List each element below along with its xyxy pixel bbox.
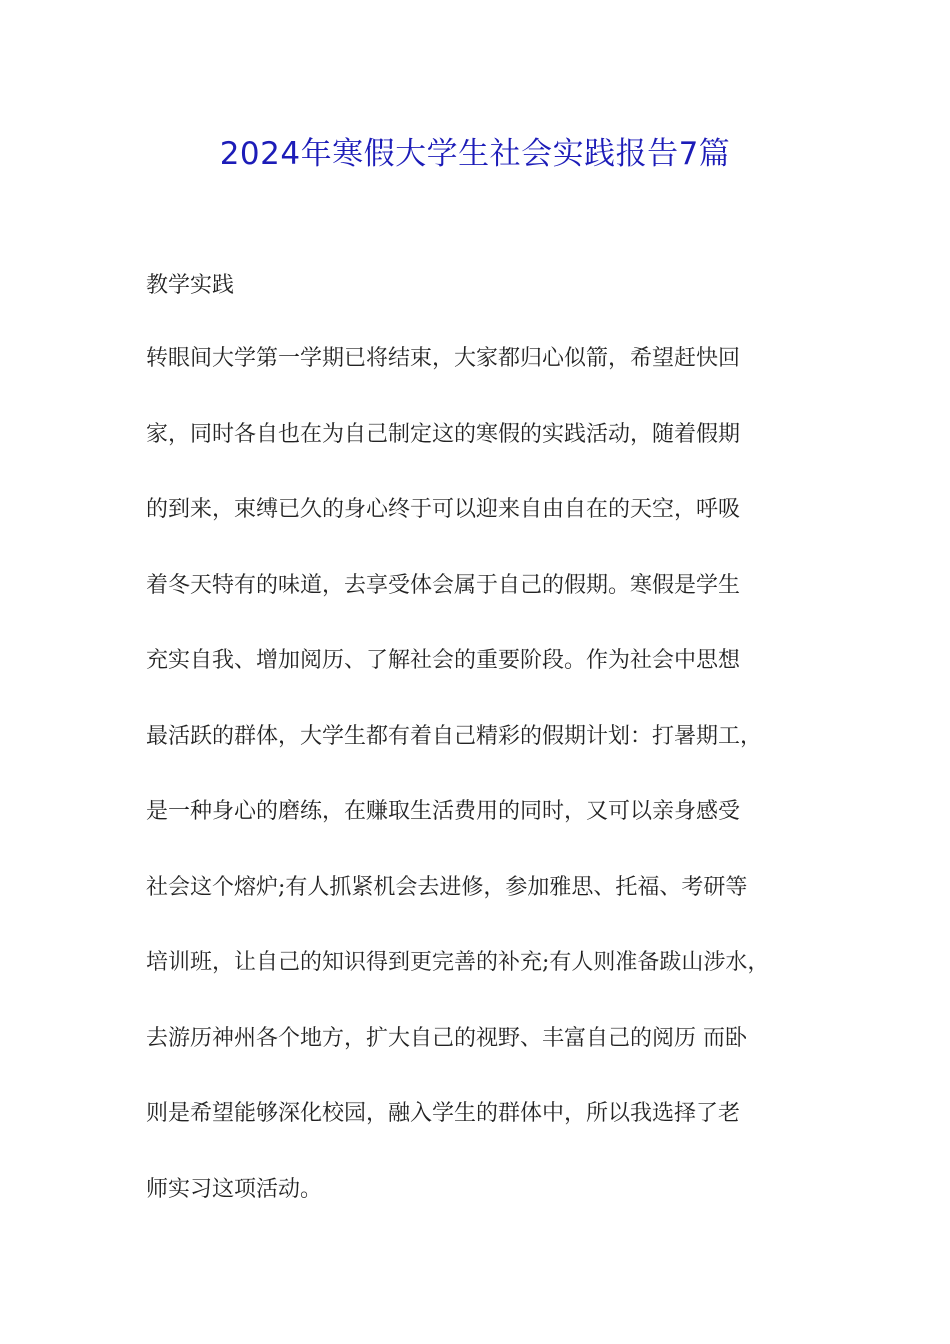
paragraph-line: 的到来，束缚已久的身心终于可以迎来自由自在的天空，呼吸 <box>146 497 741 522</box>
paragraph-line: 是一种身心的磨练，在赚取生活费用的同时，又可以亲身感受 <box>146 799 741 824</box>
paragraph-line: 去游历神州各个地方，扩大自己的视野、丰富自己的阅历 而卧 <box>146 1025 747 1051</box>
paragraph-line: 家，同时各自也在为自己制定这的寒假的实践活动，随着假期 <box>146 421 741 447</box>
paragraph-line: 着冬天特有的味道，去享受体会属于自己的假期。寒假是学生 <box>146 572 741 598</box>
paragraph-line: 培训班，让自己的知识得到更完善的补充;有人则准备跋山涉水， <box>146 950 770 975</box>
document-title: 2024年寒假大学生社会实践报告7篇 <box>219 136 731 172</box>
paragraph-line: 则是希望能够深化校园，融入学生的群体中，所以我选择了老 <box>146 1101 741 1126</box>
document-body <box>146 268 836 1247</box>
paragraph-line: 社会这个熔炉;有人抓紧机会去进修，参加雅思、托福、考研等 <box>146 874 748 900</box>
paragraph-line: 最活跃的群体，大学生都有着自己精彩的假期计划：打暑期工， <box>146 723 763 749</box>
section-heading: 教学实践 <box>146 273 235 298</box>
paragraph <box>146 341 836 1247</box>
paragraph-line: 师实习这项活动。 <box>146 1176 323 1202</box>
paragraph-line: 转眼间大学第一学期已将结束，大家都归心似箭，希望赶快回 <box>146 346 741 371</box>
paragraph-line: 充实自我、增加阅历、了解社会的重要阶段。作为社会中思想 <box>146 648 741 673</box>
